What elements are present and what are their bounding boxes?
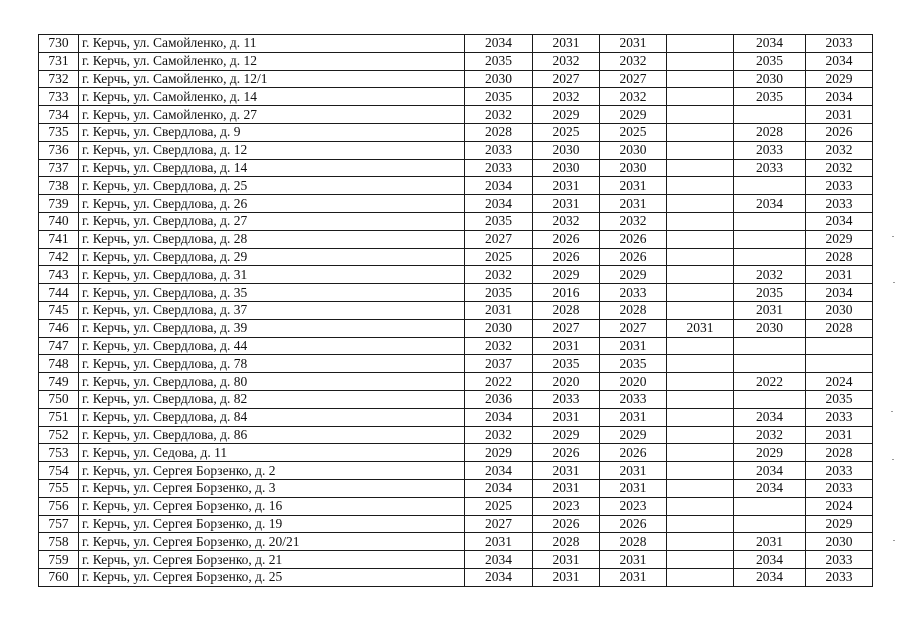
year-cell-1: 2031 — [465, 301, 533, 319]
row-number: 737 — [39, 159, 79, 177]
year-cell-1: 2034 — [465, 479, 533, 497]
table-row — [39, 177, 873, 195]
year-cell-6: 2034 — [806, 284, 873, 302]
year-cell-3: 2035 — [600, 355, 667, 373]
year-cell-1: 2030 — [465, 70, 533, 88]
year-cell-6: 2031 — [806, 426, 873, 444]
year-cell-3: 2026 — [600, 444, 667, 462]
row-number: 735 — [39, 123, 79, 141]
year-cell-3: 2020 — [600, 373, 667, 391]
row-number: 745 — [39, 301, 79, 319]
year-cell-6: 2028 — [806, 248, 873, 266]
year-cell-4 — [667, 88, 734, 106]
year-cell-4 — [667, 301, 734, 319]
year-cell-3: 2031 — [600, 568, 667, 586]
year-cell-4 — [667, 337, 734, 355]
year-cell-6: 2033 — [806, 177, 873, 195]
table-row — [39, 479, 873, 497]
year-cell-5 — [734, 355, 806, 373]
table-row — [39, 35, 873, 53]
year-cell-1: 2022 — [465, 373, 533, 391]
address-cell: г. Керчь, ул. Сергея Борзенко, д. 16 — [79, 497, 465, 515]
year-cell-3: 2025 — [600, 123, 667, 141]
scan-speck — [891, 411, 893, 412]
table-row — [39, 248, 873, 266]
address-cell: г. Керчь, ул. Свердлова, д. 35 — [79, 284, 465, 302]
year-cell-6: 2033 — [806, 195, 873, 213]
table-row — [39, 462, 873, 480]
address-cell: г. Керчь, ул. Свердлова, д. 9 — [79, 123, 465, 141]
year-cell-4 — [667, 52, 734, 70]
table-row — [39, 195, 873, 213]
row-number: 741 — [39, 230, 79, 248]
year-cell-6: 2033 — [806, 551, 873, 569]
year-cell-1: 2030 — [465, 319, 533, 337]
year-cell-3: 2026 — [600, 248, 667, 266]
row-number: 739 — [39, 195, 79, 213]
year-cell-6: 2029 — [806, 70, 873, 88]
year-cell-4 — [667, 123, 734, 141]
table-row — [39, 390, 873, 408]
year-cell-5: 2030 — [734, 70, 806, 88]
year-cell-1: 2034 — [465, 462, 533, 480]
scan-speck — [892, 236, 894, 237]
year-cell-3: 2031 — [600, 337, 667, 355]
year-cell-3: 2033 — [600, 390, 667, 408]
row-number: 758 — [39, 533, 79, 551]
year-cell-3: 2032 — [600, 212, 667, 230]
table-row — [39, 106, 873, 124]
year-cell-6: 2033 — [806, 408, 873, 426]
row-number: 759 — [39, 551, 79, 569]
year-cell-5: 2034 — [734, 35, 806, 53]
table-row — [39, 88, 873, 106]
year-cell-5 — [734, 390, 806, 408]
row-number: 732 — [39, 70, 79, 88]
year-cell-3: 2030 — [600, 159, 667, 177]
year-cell-3: 2032 — [600, 52, 667, 70]
year-cell-4 — [667, 106, 734, 124]
table-row — [39, 515, 873, 533]
year-cell-2: 2025 — [533, 123, 600, 141]
address-cell: г. Керчь, ул. Свердлова, д. 80 — [79, 373, 465, 391]
table-row — [39, 141, 873, 159]
year-cell-6: 2032 — [806, 141, 873, 159]
table-row — [39, 568, 873, 586]
year-cell-4 — [667, 141, 734, 159]
row-number: 743 — [39, 266, 79, 284]
row-number: 750 — [39, 390, 79, 408]
year-cell-4 — [667, 248, 734, 266]
scan-speck — [892, 459, 894, 460]
document-page — [38, 34, 873, 587]
row-number: 757 — [39, 515, 79, 533]
year-cell-5: 2031 — [734, 533, 806, 551]
year-cell-2: 2035 — [533, 355, 600, 373]
table-row — [39, 123, 873, 141]
year-cell-3: 2032 — [600, 88, 667, 106]
year-cell-3: 2029 — [600, 106, 667, 124]
table-row — [39, 426, 873, 444]
year-cell-2: 2031 — [533, 479, 600, 497]
year-cell-1: 2037 — [465, 355, 533, 373]
row-number: 756 — [39, 497, 79, 515]
address-cell: г. Керчь, ул. Свердлова, д. 14 — [79, 159, 465, 177]
year-cell-2: 2031 — [533, 35, 600, 53]
year-cell-4 — [667, 462, 734, 480]
year-cell-5: 2032 — [734, 266, 806, 284]
year-cell-4 — [667, 195, 734, 213]
year-cell-4 — [667, 373, 734, 391]
year-cell-6: 2031 — [806, 106, 873, 124]
year-cell-4 — [667, 568, 734, 586]
scan-speck — [893, 540, 895, 541]
year-cell-2: 2023 — [533, 497, 600, 515]
year-cell-3: 2031 — [600, 408, 667, 426]
year-cell-1: 2029 — [465, 444, 533, 462]
year-cell-5: 2035 — [734, 88, 806, 106]
address-cell: г. Керчь, ул. Свердлова, д. 31 — [79, 266, 465, 284]
year-cell-3: 2029 — [600, 426, 667, 444]
year-cell-5: 2031 — [734, 301, 806, 319]
year-cell-4 — [667, 390, 734, 408]
year-cell-6: 2033 — [806, 568, 873, 586]
year-cell-6: 2024 — [806, 373, 873, 391]
address-cell: г. Керчь, ул. Свердлова, д. 82 — [79, 390, 465, 408]
row-number: 746 — [39, 319, 79, 337]
year-cell-6: 2033 — [806, 35, 873, 53]
address-cell: г. Керчь, ул. Самойленко, д. 27 — [79, 106, 465, 124]
row-number: 753 — [39, 444, 79, 462]
year-cell-4 — [667, 70, 734, 88]
year-cell-5 — [734, 497, 806, 515]
address-cell: г. Керчь, ул. Свердлова, д. 86 — [79, 426, 465, 444]
address-cell: г. Керчь, ул. Свердлова, д. 39 — [79, 319, 465, 337]
year-cell-3: 2030 — [600, 141, 667, 159]
year-cell-6: 2024 — [806, 497, 873, 515]
row-number: 730 — [39, 35, 79, 53]
address-cell: г. Керчь, ул. Сергея Борзенко, д. 2 — [79, 462, 465, 480]
year-cell-6: 2030 — [806, 301, 873, 319]
address-cell: г. Керчь, ул. Самойленко, д. 14 — [79, 88, 465, 106]
table-row — [39, 212, 873, 230]
year-cell-1: 2035 — [465, 212, 533, 230]
year-cell-4 — [667, 533, 734, 551]
row-number: 736 — [39, 141, 79, 159]
year-cell-5: 2033 — [734, 159, 806, 177]
table-row — [39, 497, 873, 515]
table-row — [39, 52, 873, 70]
table-row — [39, 408, 873, 426]
year-cell-3: 2028 — [600, 533, 667, 551]
address-cell: г. Керчь, ул. Седова, д. 11 — [79, 444, 465, 462]
year-cell-5: 2034 — [734, 568, 806, 586]
row-number: 731 — [39, 52, 79, 70]
row-number: 754 — [39, 462, 79, 480]
table-row — [39, 533, 873, 551]
year-cell-1: 2031 — [465, 533, 533, 551]
table-row — [39, 230, 873, 248]
year-cell-4 — [667, 230, 734, 248]
table-body — [39, 35, 873, 587]
year-cell-5: 2034 — [734, 462, 806, 480]
year-cell-5 — [734, 177, 806, 195]
year-cell-3: 2027 — [600, 70, 667, 88]
row-number: 744 — [39, 284, 79, 302]
address-cell: г. Керчь, ул. Свердлова, д. 12 — [79, 141, 465, 159]
year-cell-4 — [667, 426, 734, 444]
year-cell-4 — [667, 284, 734, 302]
year-cell-1: 2032 — [465, 337, 533, 355]
year-cell-5 — [734, 248, 806, 266]
year-cell-3: 2033 — [600, 284, 667, 302]
address-cell: г. Керчь, ул. Свердлова, д. 78 — [79, 355, 465, 373]
year-cell-1: 2034 — [465, 568, 533, 586]
year-cell-4: 2031 — [667, 319, 734, 337]
year-cell-5: 2028 — [734, 123, 806, 141]
row-number: 740 — [39, 212, 79, 230]
year-cell-5: 2022 — [734, 373, 806, 391]
year-cell-4 — [667, 515, 734, 533]
year-cell-1: 2035 — [465, 284, 533, 302]
row-number: 733 — [39, 88, 79, 106]
address-cell: г. Керчь, ул. Свердлова, д. 29 — [79, 248, 465, 266]
row-number: 734 — [39, 106, 79, 124]
year-cell-1: 2032 — [465, 106, 533, 124]
year-cell-2: 2026 — [533, 230, 600, 248]
address-cell: г. Керчь, ул. Свердлова, д. 37 — [79, 301, 465, 319]
year-cell-1: 2035 — [465, 52, 533, 70]
year-cell-2: 2031 — [533, 337, 600, 355]
year-cell-5 — [734, 337, 806, 355]
year-cell-1: 2025 — [465, 497, 533, 515]
year-cell-6: 2033 — [806, 479, 873, 497]
row-number: 742 — [39, 248, 79, 266]
year-cell-5: 2032 — [734, 426, 806, 444]
year-cell-3: 2031 — [600, 195, 667, 213]
year-cell-2: 2030 — [533, 141, 600, 159]
year-cell-6 — [806, 355, 873, 373]
year-cell-5 — [734, 515, 806, 533]
year-cell-2: 2031 — [533, 551, 600, 569]
table-row — [39, 373, 873, 391]
table-row — [39, 551, 873, 569]
year-cell-3: 2031 — [600, 462, 667, 480]
row-number: 760 — [39, 568, 79, 586]
year-cell-2: 2031 — [533, 568, 600, 586]
table-row — [39, 355, 873, 373]
year-cell-1: 2034 — [465, 195, 533, 213]
year-cell-4 — [667, 551, 734, 569]
year-cell-6: 2034 — [806, 52, 873, 70]
year-cell-2: 2032 — [533, 88, 600, 106]
year-cell-3: 2031 — [600, 551, 667, 569]
buildings-repair-schedule-table — [38, 34, 873, 587]
row-number: 748 — [39, 355, 79, 373]
address-cell: г. Керчь, ул. Самойленко, д. 12 — [79, 52, 465, 70]
year-cell-2: 2026 — [533, 248, 600, 266]
year-cell-3: 2031 — [600, 177, 667, 195]
address-cell: г. Керчь, ул. Сергея Борзенко, д. 20/21 — [79, 533, 465, 551]
year-cell-4 — [667, 444, 734, 462]
table-row — [39, 159, 873, 177]
year-cell-3: 2027 — [600, 319, 667, 337]
year-cell-2: 2033 — [533, 390, 600, 408]
year-cell-6: 2028 — [806, 444, 873, 462]
row-number: 752 — [39, 426, 79, 444]
year-cell-2: 2029 — [533, 266, 600, 284]
year-cell-1: 2036 — [465, 390, 533, 408]
address-cell: г. Керчь, ул. Свердлова, д. 84 — [79, 408, 465, 426]
year-cell-6: 2026 — [806, 123, 873, 141]
year-cell-1: 2028 — [465, 123, 533, 141]
row-number: 751 — [39, 408, 79, 426]
scan-speck — [893, 282, 895, 283]
table-row — [39, 70, 873, 88]
year-cell-4 — [667, 266, 734, 284]
address-cell: г. Керчь, ул. Свердлова, д. 44 — [79, 337, 465, 355]
year-cell-6: 2034 — [806, 212, 873, 230]
year-cell-2: 2020 — [533, 373, 600, 391]
year-cell-1: 2034 — [465, 551, 533, 569]
year-cell-2: 2016 — [533, 284, 600, 302]
year-cell-2: 2029 — [533, 106, 600, 124]
year-cell-4 — [667, 497, 734, 515]
year-cell-6: 2034 — [806, 88, 873, 106]
year-cell-6: 2033 — [806, 462, 873, 480]
address-cell: г. Керчь, ул. Самойленко, д. 11 — [79, 35, 465, 53]
year-cell-6: 2031 — [806, 266, 873, 284]
year-cell-2: 2029 — [533, 426, 600, 444]
year-cell-1: 2033 — [465, 141, 533, 159]
year-cell-6: 2030 — [806, 533, 873, 551]
year-cell-6: 2029 — [806, 230, 873, 248]
year-cell-4 — [667, 355, 734, 373]
year-cell-3: 2029 — [600, 266, 667, 284]
table-row — [39, 319, 873, 337]
year-cell-5: 2034 — [734, 408, 806, 426]
year-cell-2: 2027 — [533, 70, 600, 88]
row-number: 738 — [39, 177, 79, 195]
year-cell-1: 2027 — [465, 515, 533, 533]
year-cell-4 — [667, 408, 734, 426]
year-cell-5: 2034 — [734, 195, 806, 213]
year-cell-2: 2031 — [533, 195, 600, 213]
year-cell-3: 2028 — [600, 301, 667, 319]
year-cell-5: 2034 — [734, 551, 806, 569]
address-cell: г. Керчь, ул. Свердлова, д. 28 — [79, 230, 465, 248]
row-number: 747 — [39, 337, 79, 355]
year-cell-5: 2030 — [734, 319, 806, 337]
address-cell: г. Керчь, ул. Сергея Борзенко, д. 19 — [79, 515, 465, 533]
year-cell-6 — [806, 337, 873, 355]
year-cell-2: 2032 — [533, 212, 600, 230]
year-cell-3: 2026 — [600, 515, 667, 533]
row-number: 755 — [39, 479, 79, 497]
row-number: 749 — [39, 373, 79, 391]
year-cell-4 — [667, 212, 734, 230]
year-cell-1: 2034 — [465, 35, 533, 53]
address-cell: г. Керчь, ул. Свердлова, д. 25 — [79, 177, 465, 195]
year-cell-1: 2025 — [465, 248, 533, 266]
year-cell-4 — [667, 479, 734, 497]
year-cell-5 — [734, 106, 806, 124]
year-cell-6: 2032 — [806, 159, 873, 177]
year-cell-4 — [667, 177, 734, 195]
table-row — [39, 337, 873, 355]
year-cell-2: 2026 — [533, 515, 600, 533]
year-cell-6: 2029 — [806, 515, 873, 533]
year-cell-5 — [734, 212, 806, 230]
address-cell: г. Керчь, ул. Сергея Борзенко, д. 21 — [79, 551, 465, 569]
year-cell-1: 2034 — [465, 408, 533, 426]
year-cell-4 — [667, 159, 734, 177]
year-cell-5: 2033 — [734, 141, 806, 159]
year-cell-6: 2028 — [806, 319, 873, 337]
year-cell-5: 2034 — [734, 479, 806, 497]
address-cell: г. Керчь, ул. Самойленко, д. 12/1 — [79, 70, 465, 88]
year-cell-3: 2023 — [600, 497, 667, 515]
year-cell-6: 2035 — [806, 390, 873, 408]
year-cell-1: 2032 — [465, 426, 533, 444]
year-cell-2: 2028 — [533, 301, 600, 319]
year-cell-5 — [734, 230, 806, 248]
year-cell-2: 2031 — [533, 462, 600, 480]
year-cell-2: 2032 — [533, 52, 600, 70]
year-cell-1: 2034 — [465, 177, 533, 195]
table-row — [39, 266, 873, 284]
year-cell-2: 2031 — [533, 408, 600, 426]
year-cell-2: 2026 — [533, 444, 600, 462]
year-cell-5: 2035 — [734, 52, 806, 70]
year-cell-3: 2031 — [600, 479, 667, 497]
year-cell-5: 2035 — [734, 284, 806, 302]
year-cell-1: 2035 — [465, 88, 533, 106]
year-cell-1: 2033 — [465, 159, 533, 177]
table-row — [39, 284, 873, 302]
year-cell-2: 2028 — [533, 533, 600, 551]
table-row — [39, 301, 873, 319]
address-cell: г. Керчь, ул. Сергея Борзенко, д. 3 — [79, 479, 465, 497]
address-cell: г. Керчь, ул. Сергея Борзенко, д. 25 — [79, 568, 465, 586]
year-cell-2: 2030 — [533, 159, 600, 177]
year-cell-1: 2027 — [465, 230, 533, 248]
table-row — [39, 444, 873, 462]
year-cell-5: 2029 — [734, 444, 806, 462]
address-cell: г. Керчь, ул. Свердлова, д. 27 — [79, 212, 465, 230]
address-cell: г. Керчь, ул. Свердлова, д. 26 — [79, 195, 465, 213]
year-cell-3: 2031 — [600, 35, 667, 53]
year-cell-3: 2026 — [600, 230, 667, 248]
year-cell-4 — [667, 35, 734, 53]
year-cell-1: 2032 — [465, 266, 533, 284]
year-cell-2: 2031 — [533, 177, 600, 195]
year-cell-2: 2027 — [533, 319, 600, 337]
